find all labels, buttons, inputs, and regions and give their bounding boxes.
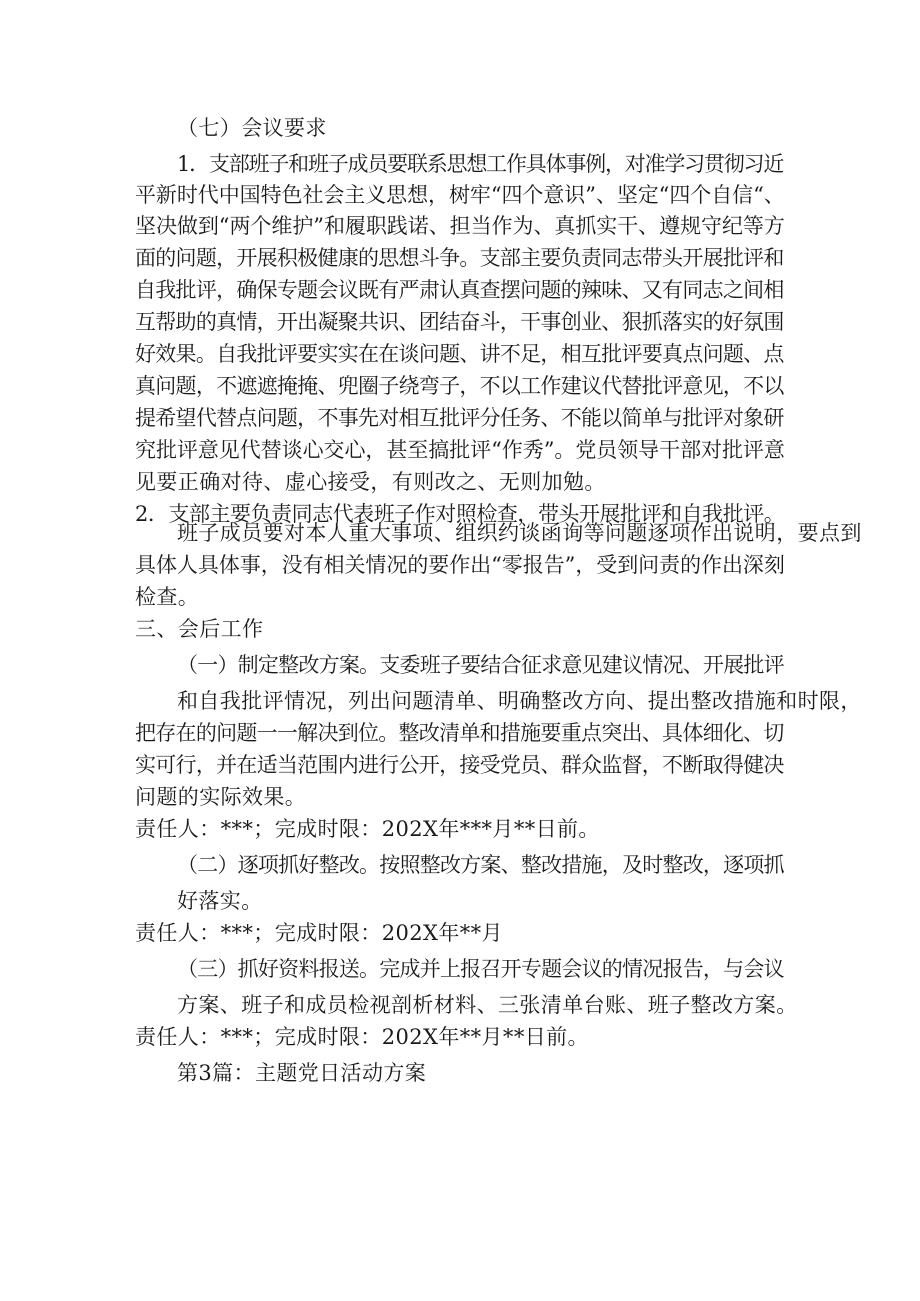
paragraph-line: 自我批评，确保专题会议既有严肃认真查摆问题的辣味、又有同志之间相 [135, 278, 784, 302]
paragraph-line: 责任人：***；完成时限：202X年***月**日前。 [135, 817, 600, 841]
paragraph-line: 面的问题，开展积极健康的思想斗争。支部主要负责同志带头开展批评和 [135, 246, 784, 270]
paragraph-line: 班子成员要对本人重大事项、组织约谈函询等问题逐项作出说明，要点到 [177, 521, 862, 545]
paragraph-line: 真问题，不遮遮掩掩、兜圈子绕弯子，不以工作建议代替批评意见，不以 [135, 374, 784, 398]
paragraph-line: 把存在的问题一一解决到位。整改清单和措施要重点突出、具体细化、切 [135, 721, 784, 745]
paragraph-line: 见要正确对待、虚心接受，有则改之、无则加勉。 [135, 470, 606, 494]
paragraph-line: 平新时代中国特色社会主义思想，树牢“四个意识”、坚定“四个自信“、 [135, 183, 785, 207]
paragraph-line: 究批评意见代替谈心交心，甚至搞批评“作秀”。党员领导干部对批评意 [135, 438, 785, 462]
paragraph-line: 责任人：***；完成时限：202X年**月**日前。 [135, 1025, 589, 1049]
responsibility-line: （三）抓好资料报送。完成并上报召开专题会议的情况报告，与会议 [177, 957, 784, 981]
responsibility-line: （二）逐项抓好整改。按照整改方案、整改措施，及时整改，逐项抓 [177, 853, 784, 877]
paragraph-line: 检查。 [135, 585, 200, 609]
paragraph-line: 坚决做到“两个维护”和履职践诺、担当作为、真抓实干、遵规守纪等方 [135, 214, 785, 238]
paragraph-line: 互帮助的真情，开出凝聚共识、团结奋斗，干事创业、狠抓落实的好氛围 [135, 310, 784, 334]
paragraph-line: 提希望代替点问题，不事先对相互批评分任务、不能以简单与批评对象研 [135, 406, 784, 430]
paragraph-line: 实可行，并在适当范围内进行公开，接受党员、群众监督，不断取得健决 [135, 753, 784, 777]
paragraph-line: 好落实。 [177, 889, 263, 913]
paragraph-line: 2．支部主要负责同志代表班子作对照检查，带头开展批评和自我批评。 [135, 502, 785, 526]
paragraph-line: 问题的实际效果。 [135, 785, 307, 809]
paragraph-line: 和自我批评情况，列出问题清单、明确整改方向、提出整改措施和时限， [177, 689, 862, 713]
paragraph-line: 1．支部班子和班子成员要联系思想工作具体事例，对准学习贯彻习近 [177, 152, 784, 176]
paragraph-line: 三、会后工作 [135, 617, 264, 641]
section-heading: （一）制定整改方案。支委班子要结合征求意见建议情况、开展批评 [177, 653, 784, 677]
paragraph-line: 方案、班子和成员检视剖析材料、三张清单台账、班子整改方案。 [177, 993, 798, 1017]
section-heading: （七）会议要求 [177, 116, 327, 140]
paragraph-line: 责任人：***；完成时限：202X年**月 [135, 921, 503, 945]
paragraph-line: 具体人具体事，没有相关情况的要作出“零报告”，受到问责的作出深刻 [135, 553, 785, 577]
responsibility-line: 第3篇：主题党日活动方案 [177, 1061, 427, 1085]
paragraph-line: 好效果。自我批评要实实在在谈问题、讲不足，相互批评要真点问题、点 [135, 342, 784, 366]
